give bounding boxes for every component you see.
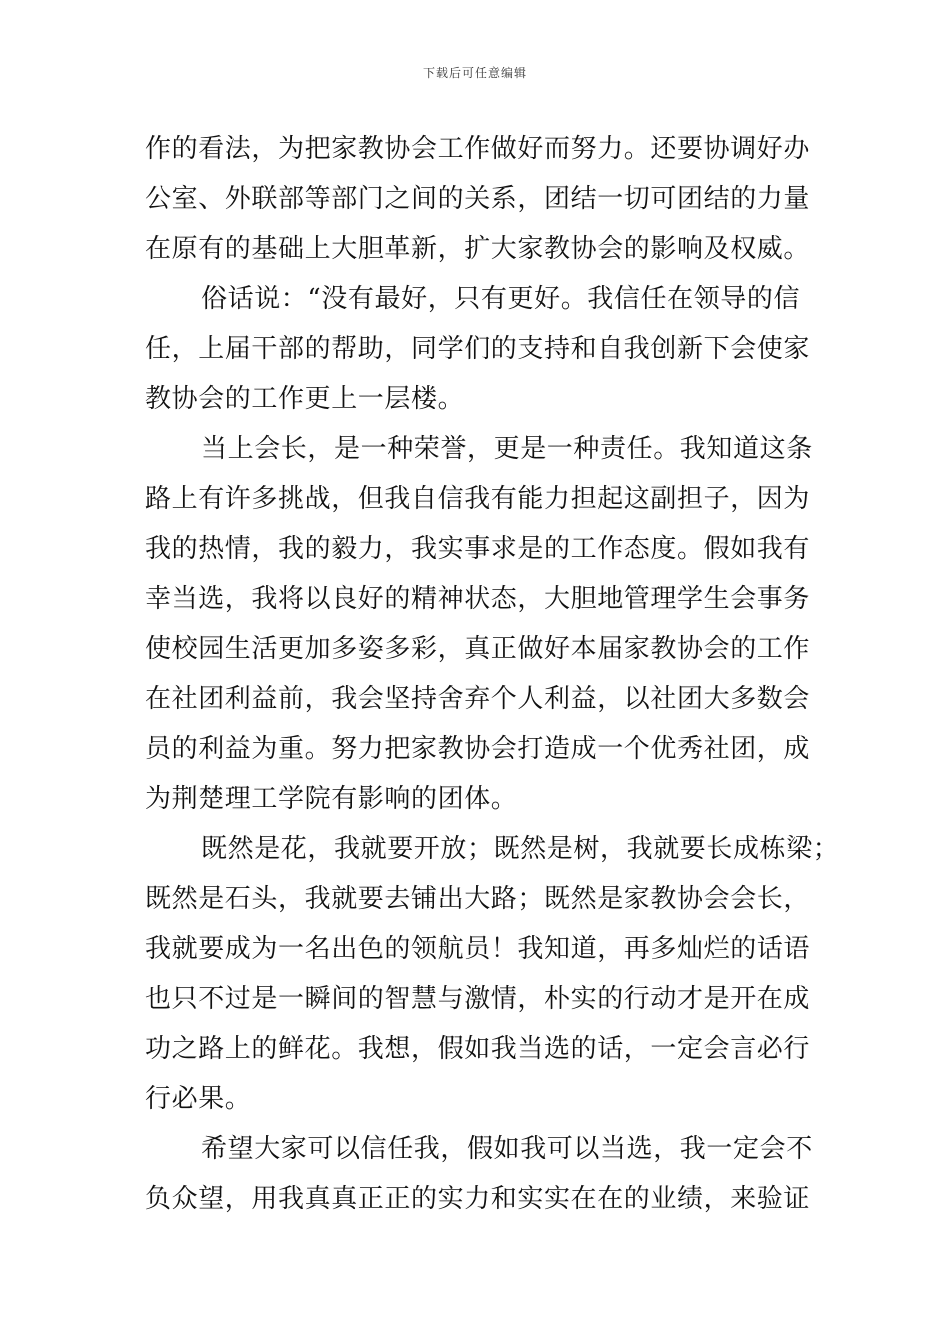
text-line: 幸当选，我将以良好的精神状态，大胆地管理学生会事务: [145, 584, 811, 614]
text-line: 功之路上的鲜花。我想，假如我当选的话，一定会言必行: [145, 1034, 811, 1064]
text-line: 使校园生活更加多姿多彩，真正做好本届家教协会的工作: [145, 634, 811, 664]
text-line: 也只不过是一瞬间的智慧与激情，朴实的行动才是开在成: [145, 984, 811, 1014]
text-line: 俗话说：“没有最好，只有更好。我信任在领导的信: [201, 284, 801, 314]
paragraph: [145, 824, 840, 1124]
text-line: 路上有许多挑战，但我自信我有能力担起这副担子，因为: [145, 484, 811, 514]
text-line: 员的利益为重。努力把家教协会打造成一个优秀社团，成: [145, 734, 811, 764]
page-header: 下载后可任意编辑: [422, 66, 527, 80]
text-line: 负众望，用我真真正正的实力和实实在在的业绩，来验证: [145, 1184, 811, 1214]
text-line: 在社团利益前，我会坚持舍弃个人利益，以社团大多数会: [145, 684, 811, 714]
text-line: 行必果。: [145, 1084, 252, 1114]
text-line: 在原有的基础上大胆革新，扩大家教协会的影响及权威。: [145, 234, 811, 264]
text-line: 我的热情，我的毅力，我实事求是的工作态度。假如我有: [145, 534, 811, 564]
paragraph: [145, 124, 817, 274]
text-line: 既然是花，我就要开放；既然是树，我就要长成栋梁；: [201, 834, 840, 864]
text-line: 当上会长，是一种荣誉，更是一种责任。我知道这条: [201, 434, 813, 464]
document-body: [145, 124, 840, 1224]
text-line: 既然是石头，我就要去铺出大路；既然是家教协会会长，: [145, 884, 811, 914]
text-line: 公室、外联部等部门之间的关系，团结一切可团结的力量: [145, 184, 811, 214]
paragraph: [145, 274, 817, 424]
paragraph: [145, 1124, 817, 1224]
text-line: 我就要成为一名出色的领航员！我知道，再多灿烂的话语: [145, 934, 811, 964]
text-line: 教协会的工作更上一层楼。: [145, 384, 465, 414]
text-line: 任，上届干部的帮助，同学们的支持和自我创新下会使家: [145, 334, 811, 364]
paragraph: [145, 424, 817, 824]
text-line: 希望大家可以信任我，假如我可以当选，我一定会不: [201, 1134, 813, 1164]
text-line: 作的看法，为把家教协会工作做好而努力。还要协调好办: [145, 134, 811, 164]
text-line: 为荆楚理工学院有影响的团体。: [145, 784, 518, 814]
